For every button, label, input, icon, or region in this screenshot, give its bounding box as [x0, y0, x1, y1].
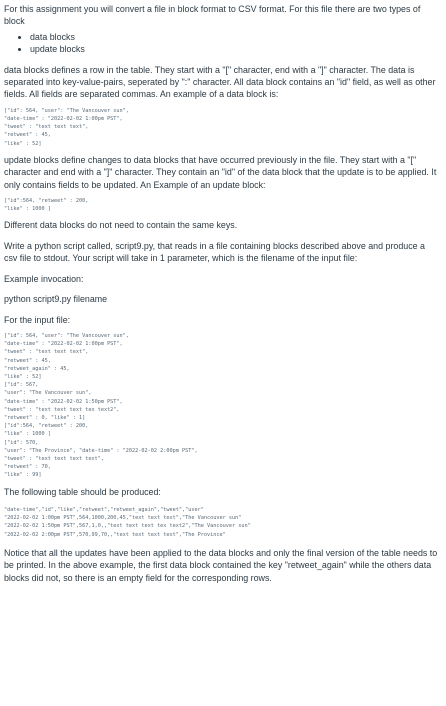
code-line: "retweet" : 70, — [4, 464, 51, 471]
code-line: ["id": 564, "user": "The Vancouver sun", — [4, 332, 129, 339]
closing-note: Notice that all the updates have been applied to the data blocks and only the final version of the table needs to be printed. In the above example, the first data block contained the key "retweet_again" while the others data blocks did not, so there is an empty field for the corresponding rows. — [4, 547, 438, 583]
code-line: ["id": 567, — [4, 382, 39, 389]
intro-paragraph: For this assignment you will convert a file in block format to CSV format. For this file there are two types of block — [4, 4, 421, 27]
code-line: ["id":564, "retweet" : 200, — [4, 423, 89, 430]
list-item: • update blocks — [30, 43, 438, 55]
code-line: "retweet" : 45, — [4, 357, 51, 364]
code-line: "retweet" : 0, "like" : 1] — [4, 414, 86, 421]
code-line: "tweet" : "text text text", — [4, 349, 89, 356]
code-line: "date-time" : "2022-02-02 1:50pm PST", — [4, 398, 123, 405]
code-line: "tweet" : "text text text text", — [4, 455, 104, 462]
update-block-example — [4, 197, 438, 213]
code-line: "like" : 1000 ] — [4, 206, 51, 213]
input-file-label: For the input file: — [4, 314, 71, 325]
code-line: "user": "The Vancouver sun", — [4, 390, 92, 397]
code-line: "date-time" : "2022-02-02 1:00pm PST", — [4, 116, 123, 123]
table-label: The following table should be produced: — [4, 486, 161, 497]
code-line: "retweet" : 45, — [4, 132, 51, 139]
csv-line: "date-time","id","like","retweet","retweet_again","tweet","user" — [4, 506, 204, 513]
code-line: "like" : 1000 ] — [4, 431, 51, 438]
csv-line: "2022-02-02 1:50pm PST",567,1,0,,"text text text tex text2","The Vancouver sun" — [4, 523, 251, 530]
csv-line: "2022-02-02 2:00pm PST",570,99,70,,"text text text text","The Province" — [4, 531, 226, 538]
code-line: "user": "The Province", "date-time" : "2022-02-02 2:00pm PST", — [4, 447, 198, 454]
csv-line: "2022-02-02 1:00pm PST",564,1000,200,45,"text text text","The Vancouver sun" — [4, 515, 242, 522]
csv-output-example — [4, 506, 438, 539]
code-line: "retweet_again" : 45, — [4, 365, 70, 372]
update-blocks-description: update blocks define changes to data blocks that have occurred previously in the file. They start with a "[" character and end with a "]" character. They contain an "id" of the data block that the update is to be applied. It only contains fields to be updated. An Example of an update block: — [4, 154, 437, 190]
code-line: "like" : 52] — [4, 140, 42, 147]
code-line: "like" : 52] — [4, 373, 42, 380]
keys-note: Different data blocks do not need to contain the same keys. — [4, 220, 238, 231]
code-line: "tweet" : "text text text tex text2", — [4, 406, 120, 413]
input-file-example — [4, 332, 438, 480]
data-block-example — [4, 107, 438, 148]
example-invocation-label: Example invocation: — [4, 273, 84, 284]
invocation-command: python script9.py filename — [4, 294, 108, 305]
code-line: ["id":564, "retweet" : 200, — [4, 198, 89, 205]
script-description: Write a python script called, script9.py, that reads in a file containing blocks described above and produce a csv file to stdout. Your script will take in 1 parameter, which is the filename of the input file: — [4, 240, 425, 264]
code-line: "date-time" : "2022-02-02 1:00pm PST", — [4, 341, 123, 348]
block-types-list — [4, 31, 438, 56]
code-line: ["id": 570, — [4, 439, 39, 446]
code-line: ["id": 564, "user": "The Vancouver sun", — [4, 107, 129, 114]
list-item: • data blocks — [30, 31, 438, 43]
code-line: "like" : 99] — [4, 472, 42, 479]
code-line: "tweet" : "text text text", — [4, 124, 89, 131]
data-blocks-description: data blocks defines a row in the table. They start with a "[" character, end with a "]" character. The data is separated into key-value-pairs, seperated by ":" character. All data block contains an "id" field, as well as other fields. All fields are separated commas. An example of a data block is: — [4, 64, 436, 100]
